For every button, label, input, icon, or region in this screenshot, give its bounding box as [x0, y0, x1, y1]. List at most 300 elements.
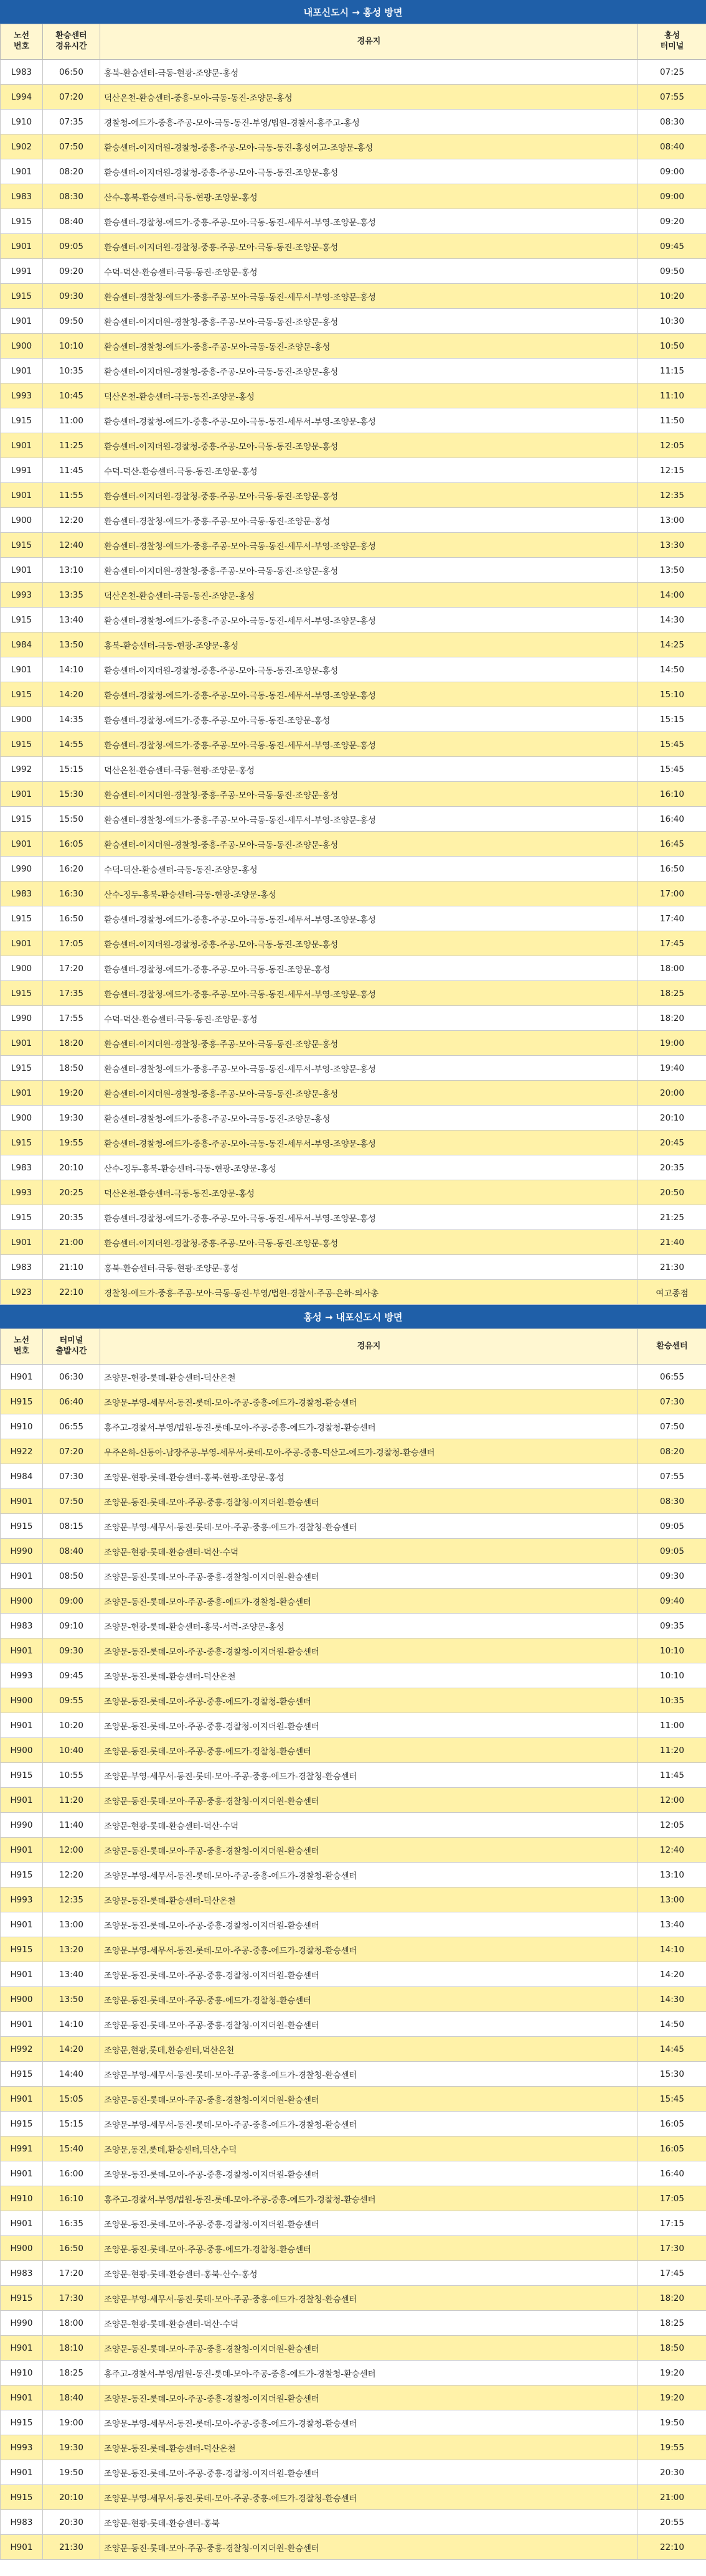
table-row — [1, 2186, 706, 2211]
route-number-cell: L901 — [1, 1081, 43, 1106]
time-cell: 10:40 — [43, 1738, 100, 1763]
arrival-time-cell: 20:00 — [638, 1081, 706, 1106]
table-row — [1, 1614, 706, 1638]
table-row — [1, 1205, 706, 1230]
via-stops-cell: 환승센터-이지더원-경찰청-중흥-주공-모아-극동-동진-조양문-홍성 — [100, 931, 638, 956]
table-row — [1, 1006, 706, 1031]
via-stops-cell: 조양문-동진-롯데-모아-주공-중흥-경찰청-이지더원-환승센터 — [100, 2336, 638, 2361]
route-number-cell: H915 — [1, 2062, 43, 2087]
time-cell: 15:15 — [43, 2112, 100, 2136]
time-cell: 14:10 — [43, 657, 100, 682]
table-row — [1, 1564, 706, 1589]
via-stops-cell: 조양문-부영-세무서-동진-롯데-모아-주공-중흥-에드가-경찰청-환승센터 — [100, 1863, 638, 1887]
via-stops-cell: 조양문-동진-롯데-모아-주공-중흥-에드가-경찰청-환승센터 — [100, 1589, 638, 1614]
time-cell: 20:30 — [43, 2510, 100, 2535]
arrival-time-cell: 21:40 — [638, 1230, 706, 1255]
arrival-time-cell: 11:00 — [638, 1713, 706, 1738]
col-header-route: 노선 번호 — [1, 1329, 43, 1365]
arrival-time-cell: 09:05 — [638, 1539, 706, 1564]
route-number-cell: L984 — [1, 632, 43, 657]
arrival-time-cell: 15:45 — [638, 732, 706, 757]
arrival-time-cell: 07:55 — [638, 85, 706, 110]
arrival-time-cell: 15:10 — [638, 682, 706, 707]
route-number-cell: H901 — [1, 2012, 43, 2037]
table-row — [1, 1539, 706, 1564]
time-cell: 09:55 — [43, 1688, 100, 1713]
arrival-time-cell: 여고종점 — [638, 1280, 706, 1305]
table-row — [1, 508, 706, 533]
route-number-cell: H900 — [1, 1688, 43, 1713]
via-stops-cell: 조양문-부영-세무서-동진-롯데-모아-주공-중흥-에드가-경찰청-환승센터 — [100, 1514, 638, 1539]
route-number-cell: L901 — [1, 159, 43, 184]
table-row — [1, 2336, 706, 2361]
table-row — [1, 1155, 706, 1180]
table-row — [1, 134, 706, 159]
table-row — [1, 209, 706, 234]
arrival-time-cell: 14:10 — [638, 1937, 706, 1962]
table-row — [1, 1738, 706, 1763]
table-row — [1, 2535, 706, 2560]
table-row — [1, 608, 706, 632]
time-cell: 15:40 — [43, 2136, 100, 2161]
arrival-time-cell: 13:50 — [638, 558, 706, 583]
table-row — [1, 2136, 706, 2161]
time-cell: 20:10 — [43, 2485, 100, 2510]
arrival-time-cell: 09:30 — [638, 1564, 706, 1589]
via-stops-cell: 환승센터-이지더원-경찰청-중흥-주공-모아-극동-동진-조양문-홍성 — [100, 1031, 638, 1056]
time-cell: 18:00 — [43, 2311, 100, 2336]
route-number-cell: L983 — [1, 1255, 43, 1280]
via-stops-cell: 환승센터-이지더원-경찰청-중흥-주공-모아-극동-동진-조양문-홍성 — [100, 234, 638, 259]
time-cell: 11:45 — [43, 458, 100, 483]
route-number-cell: L915 — [1, 533, 43, 558]
arrival-time-cell: 10:10 — [638, 1638, 706, 1663]
time-cell: 21:30 — [43, 2535, 100, 2560]
arrival-time-cell: 22:10 — [638, 2535, 706, 2560]
route-number-cell: L901 — [1, 309, 43, 334]
arrival-time-cell: 09:20 — [638, 209, 706, 234]
arrival-time-cell: 18:25 — [638, 981, 706, 1006]
route-number-cell: L900 — [1, 1106, 43, 1131]
arrival-time-cell: 09:40 — [638, 1589, 706, 1614]
route-number-cell: H915 — [1, 2410, 43, 2435]
arrival-time-cell: 11:45 — [638, 1763, 706, 1788]
arrival-time-cell: 09:50 — [638, 259, 706, 284]
table-row — [1, 1838, 706, 1863]
route-number-cell: H900 — [1, 1987, 43, 2012]
table-row — [1, 2211, 706, 2236]
route-number-cell: H990 — [1, 1813, 43, 1838]
route-number-cell: H915 — [1, 1863, 43, 1887]
via-stops-cell: 조양문-동진-롯데-모아-주공-중흥-경찰청-이지더원-환승센터 — [100, 2211, 638, 2236]
time-cell: 14:10 — [43, 2012, 100, 2037]
route-number-cell: L991 — [1, 458, 43, 483]
route-number-cell: H915 — [1, 1514, 43, 1539]
arrival-time-cell: 13:30 — [638, 533, 706, 558]
route-number-cell: H915 — [1, 1389, 43, 1414]
via-stops-cell: 환승센터-이지더원-경찰청-중흥-주공-모아-극동-동진-조양문-홍성 — [100, 832, 638, 857]
arrival-time-cell: 12:35 — [638, 483, 706, 508]
time-cell: 07:20 — [43, 1439, 100, 1464]
time-cell: 11:20 — [43, 1788, 100, 1813]
table-row — [1, 284, 706, 309]
table-row — [1, 931, 706, 956]
via-stops-cell: 환승센터-이지더원-경찰청-중흥-주공-모아-극동-동진-조양문-홍성 — [100, 159, 638, 184]
via-stops-cell: 수덕-덕산-환승센터-극동-동진-조양문-홍성 — [100, 458, 638, 483]
arrival-time-cell: 15:30 — [638, 2062, 706, 2087]
arrival-time-cell: 11:50 — [638, 408, 706, 433]
table-row — [1, 1230, 706, 1255]
via-stops-cell: 조양문-부영-세무서-동진-롯데-모아-주공-중흥-에드가-경찰청-환승센터 — [100, 1763, 638, 1788]
time-cell: 16:20 — [43, 857, 100, 881]
route-number-cell: H915 — [1, 1937, 43, 1962]
time-cell: 06:55 — [43, 1414, 100, 1439]
via-stops-cell: 조양문-동진-롯데-모아-주공-중흥-경찰청-이지더원-환승센터 — [100, 1838, 638, 1863]
time-cell: 11:55 — [43, 483, 100, 508]
time-cell: 13:50 — [43, 632, 100, 657]
arrival-time-cell: 07:55 — [638, 1464, 706, 1489]
via-stops-cell: 경찰청-에드가-중흥-주공-모아-극동-동진-부영/법원-경찰서-홍주고-홍성 — [100, 110, 638, 134]
via-stops-cell: 조양문-동진-롯데-환승센터-덕산온천 — [100, 1887, 638, 1912]
time-cell: 16:05 — [43, 832, 100, 857]
route-number-cell: H901 — [1, 1489, 43, 1514]
time-cell: 18:10 — [43, 2336, 100, 2361]
time-cell: 08:15 — [43, 1514, 100, 1539]
via-stops-cell: 조양문-동진-롯데-환승센터-덕산온천 — [100, 1663, 638, 1688]
via-stops-cell: 조양문-현광-롯데-환승센터-홍북-서력-조양문-홍성 — [100, 1614, 638, 1638]
route-number-cell: H993 — [1, 1663, 43, 1688]
col-header-time: 터미널 출발시간 — [43, 1329, 100, 1365]
via-stops-cell: 홍북-환승센터-극동-현광-조양문-홍성 — [100, 1255, 638, 1280]
arrival-time-cell: 16:40 — [638, 807, 706, 832]
time-cell: 19:20 — [43, 1081, 100, 1106]
route-number-cell: L901 — [1, 1230, 43, 1255]
time-cell: 19:50 — [43, 2460, 100, 2485]
route-number-cell: L901 — [1, 433, 43, 458]
route-number-cell: H901 — [1, 1912, 43, 1937]
time-cell: 16:30 — [43, 881, 100, 906]
time-cell: 12:20 — [43, 1863, 100, 1887]
arrival-time-cell: 07:30 — [638, 1389, 706, 1414]
table-row — [1, 657, 706, 682]
via-stops-cell: 조양문-동진-롯데-모아-주공-중흥-경찰청-이지더원-환승센터 — [100, 1962, 638, 1987]
via-stops-cell: 환승센터-경찰청-에드가-중흥-주공-모아-극동-동진-세무서-부영-조양문-홍성 — [100, 209, 638, 234]
route-number-cell: L915 — [1, 608, 43, 632]
route-number-cell: H990 — [1, 1539, 43, 1564]
time-cell: 11:40 — [43, 1813, 100, 1838]
arrival-time-cell: 12:00 — [638, 1788, 706, 1813]
time-cell: 08:40 — [43, 1539, 100, 1564]
arrival-time-cell: 15:45 — [638, 757, 706, 782]
table-row — [1, 234, 706, 259]
arrival-time-cell: 18:20 — [638, 2286, 706, 2311]
via-stops-cell: 수덕-덕산-환승센터-극동-동진-조양문-홍성 — [100, 1006, 638, 1031]
arrival-time-cell: 17:05 — [638, 2186, 706, 2211]
route-number-cell: L994 — [1, 85, 43, 110]
via-stops-cell: 조양문-부영-세무서-동진-롯데-모아-주공-중흥-에드가-경찰청-환승센터 — [100, 2410, 638, 2435]
arrival-time-cell: 16:10 — [638, 782, 706, 807]
time-cell: 07:50 — [43, 1489, 100, 1514]
arrival-time-cell: 12:05 — [638, 1813, 706, 1838]
time-cell: 19:30 — [43, 1106, 100, 1131]
table-row — [1, 159, 706, 184]
route-number-cell: H915 — [1, 2485, 43, 2510]
arrival-time-cell: 19:20 — [638, 2386, 706, 2410]
via-stops-cell: 조양문-현광-롯데-환승센터-덕산-수덕 — [100, 1813, 638, 1838]
arrival-time-cell: 20:10 — [638, 1106, 706, 1131]
table-row — [1, 832, 706, 857]
time-cell: 14:20 — [43, 2037, 100, 2062]
table-row — [1, 1962, 706, 1987]
via-stops-cell: 환승센터-이지더원-경찰청-중흥-주공-모아-극동-동진-조양문-홍성 — [100, 657, 638, 682]
route-number-cell: L915 — [1, 906, 43, 931]
table-row — [1, 2386, 706, 2410]
col-header-via: 경유지 — [100, 24, 638, 60]
time-cell: 14:55 — [43, 732, 100, 757]
via-stops-cell: 홍북-환승센터-극동-현광-조양문-홍성 — [100, 60, 638, 85]
route-number-cell: L915 — [1, 1056, 43, 1081]
time-cell: 13:20 — [43, 1937, 100, 1962]
route-number-cell: H983 — [1, 2261, 43, 2286]
route-number-cell: H900 — [1, 1589, 43, 1614]
route-number-cell: L900 — [1, 956, 43, 981]
route-number-cell: L901 — [1, 931, 43, 956]
time-cell: 10:45 — [43, 383, 100, 408]
route-number-cell: H901 — [1, 2336, 43, 2361]
table-row — [1, 359, 706, 383]
route-number-cell: L992 — [1, 757, 43, 782]
time-cell: 13:40 — [43, 608, 100, 632]
arrival-time-cell: 10:30 — [638, 309, 706, 334]
route-number-cell: L900 — [1, 334, 43, 359]
route-number-cell: H910 — [1, 2361, 43, 2386]
time-cell: 21:10 — [43, 1255, 100, 1280]
route-number-cell: L902 — [1, 134, 43, 159]
via-stops-cell: 환승센터-경찰청-에드가-중흥-주공-모아-극동-동진-세무서-부영-조양문-홍성 — [100, 981, 638, 1006]
arrival-time-cell: 14:45 — [638, 2037, 706, 2062]
table-row — [1, 1056, 706, 1081]
route-number-cell: H910 — [1, 1414, 43, 1439]
table-row — [1, 2261, 706, 2286]
arrival-time-cell: 13:00 — [638, 1887, 706, 1912]
route-number-cell: L901 — [1, 782, 43, 807]
arrival-time-cell: 20:55 — [638, 2510, 706, 2535]
arrival-time-cell: 14:30 — [638, 1987, 706, 2012]
arrival-time-cell: 13:00 — [638, 508, 706, 533]
time-cell: 16:50 — [43, 906, 100, 931]
arrival-time-cell: 17:40 — [638, 906, 706, 931]
route-number-cell: H900 — [1, 1738, 43, 1763]
arrival-time-cell: 18:25 — [638, 2311, 706, 2336]
table-row — [1, 433, 706, 458]
arrival-time-cell: 16:40 — [638, 2161, 706, 2186]
arrival-time-cell: 12:40 — [638, 1838, 706, 1863]
via-stops-cell: 조양문-부영-세무서-동진-롯데-모아-주공-중흥-에드가-경찰청-환승센터 — [100, 2485, 638, 2510]
arrival-time-cell: 20:50 — [638, 1180, 706, 1205]
table-row — [1, 2510, 706, 2535]
route-number-cell: L993 — [1, 1180, 43, 1205]
route-number-cell: L910 — [1, 110, 43, 134]
via-stops-cell: 환승센터-경찰청-에드가-중흥-주공-모아-극동-동진-세무서-부영-조양문-홍성 — [100, 906, 638, 931]
time-cell: 06:40 — [43, 1389, 100, 1414]
time-cell: 09:10 — [43, 1614, 100, 1638]
table-row — [1, 2236, 706, 2261]
arrival-time-cell: 14:50 — [638, 2012, 706, 2037]
time-cell: 19:55 — [43, 1131, 100, 1155]
outbound-timetable — [0, 24, 706, 1305]
table-row — [1, 1987, 706, 2012]
time-cell: 17:55 — [43, 1006, 100, 1031]
route-number-cell: L915 — [1, 284, 43, 309]
arrival-time-cell: 09:45 — [638, 234, 706, 259]
arrival-time-cell: 07:50 — [638, 1414, 706, 1439]
time-cell: 09:05 — [43, 234, 100, 259]
time-cell: 06:50 — [43, 60, 100, 85]
arrival-time-cell: 19:00 — [638, 1031, 706, 1056]
route-number-cell: H901 — [1, 2535, 43, 2560]
time-cell: 18:40 — [43, 2386, 100, 2410]
via-stops-cell: 조양문-현광-롯데-환승센터-홍북-현광-조양문-홍성 — [100, 1464, 638, 1489]
arrival-time-cell: 16:50 — [638, 857, 706, 881]
time-cell: 08:40 — [43, 209, 100, 234]
via-stops-cell: 조양문-현광-롯데-환승센터-홍북-산수-홍성 — [100, 2261, 638, 2286]
time-cell: 10:35 — [43, 359, 100, 383]
via-stops-cell: 조양문-현광-롯데-환승센터-홍북 — [100, 2510, 638, 2535]
time-cell: 17:30 — [43, 2286, 100, 2311]
arrival-time-cell: 08:30 — [638, 1489, 706, 1514]
table-row — [1, 1887, 706, 1912]
route-number-cell: H993 — [1, 1887, 43, 1912]
table-row — [1, 583, 706, 608]
table-row — [1, 2410, 706, 2435]
arrival-time-cell: 10:10 — [638, 1663, 706, 1688]
table-row — [1, 2037, 706, 2062]
arrival-time-cell: 14:50 — [638, 657, 706, 682]
via-stops-cell: 환승센터-이지더원-경찰청-중흥-주공-모아-극동-동진-홍성여고-조양문-홍성 — [100, 134, 638, 159]
time-cell: 16:50 — [43, 2236, 100, 2261]
arrival-time-cell: 08:40 — [638, 134, 706, 159]
arrival-time-cell: 15:15 — [638, 707, 706, 732]
via-stops-cell: 조양문,현광,롯데,환승센터,덕산온천 — [100, 2037, 638, 2062]
via-stops-cell: 조양문-부영-세무서-동진-롯데-모아-주공-중흥-에드가-경찰청-환승센터 — [100, 2112, 638, 2136]
route-number-cell: H910 — [1, 2186, 43, 2211]
via-stops-cell: 조양문-동진-롯데-모아-주공-중흥-경찰청-이지더원-환승센터 — [100, 1713, 638, 1738]
table-row — [1, 1081, 706, 1106]
header-row — [1, 24, 706, 60]
via-stops-cell: 경찰청-에드가-중흥-주공-모아-극동-동진-부영/법원-경찰서-주공-은하-의사총 — [100, 1280, 638, 1305]
time-cell: 21:00 — [43, 1230, 100, 1255]
arrival-time-cell: 16:05 — [638, 2136, 706, 2161]
col-header-via: 경유지 — [100, 1329, 638, 1365]
table-row — [1, 1763, 706, 1788]
via-stops-cell: 덕산온천-환승센터-극동-현광-조양문-홍성 — [100, 757, 638, 782]
time-cell: 16:35 — [43, 2211, 100, 2236]
table-row — [1, 2435, 706, 2460]
table-row — [1, 1863, 706, 1887]
table-row — [1, 2161, 706, 2186]
time-cell: 07:30 — [43, 1464, 100, 1489]
table-row — [1, 956, 706, 981]
arrival-time-cell: 17:45 — [638, 931, 706, 956]
time-cell: 09:30 — [43, 284, 100, 309]
route-number-cell: H993 — [1, 2435, 43, 2460]
via-stops-cell: 조양문-동진-롯데-모아-주공-중흥-경찰청-이지더원-환승센터 — [100, 1638, 638, 1663]
via-stops-cell: 산수-정두-홍북-환승센터-극동-현광-조양문-홍성 — [100, 1155, 638, 1180]
route-number-cell: H901 — [1, 1713, 43, 1738]
time-cell: 15:05 — [43, 2087, 100, 2112]
via-stops-cell: 조양문-현광-롯데-환승센터-덕산온천 — [100, 1365, 638, 1389]
via-stops-cell: 환승센터-이지더원-경찰청-중흥-주공-모아-극동-동진-조양문-홍성 — [100, 483, 638, 508]
table-row — [1, 309, 706, 334]
via-stops-cell: 조양문-동진-롯데-모아-주공-중흥-경찰청-이지더원-환승센터 — [100, 2161, 638, 2186]
arrival-time-cell: 06:55 — [638, 1365, 706, 1389]
via-stops-cell: 환승센터-경찰청-에드가-중흥-주공-모아-극동-동진-세무서-부영-조양문-홍성 — [100, 408, 638, 433]
route-number-cell: L901 — [1, 832, 43, 857]
time-cell: 18:25 — [43, 2361, 100, 2386]
via-stops-cell: 환승센터-이지더원-경찰청-중흥-주공-모아-극동-동진-조양문-홍성 — [100, 558, 638, 583]
table-row — [1, 110, 706, 134]
table-row — [1, 408, 706, 433]
via-stops-cell: 수덕-덕산-환승센터-극동-동진-조양문-홍성 — [100, 857, 638, 881]
arrival-time-cell: 19:40 — [638, 1056, 706, 1081]
via-stops-cell: 산수-홍북-환승센터-극동-현광-조양문-홍성 — [100, 184, 638, 209]
route-number-cell: H901 — [1, 2460, 43, 2485]
table-row — [1, 1031, 706, 1056]
time-cell: 19:30 — [43, 2435, 100, 2460]
via-stops-cell: 조양문-동진-롯데-모아-주공-중흥-경찰청-이지더원-환승센터 — [100, 2535, 638, 2560]
via-stops-cell: 수덕-덕산-환승센터-극동-동진-조양문-홍성 — [100, 259, 638, 284]
arrival-time-cell: 15:45 — [638, 2087, 706, 2112]
via-stops-cell: 조양문-동진-롯데-모아-주공-중흥-경찰청-이지더원-환승센터 — [100, 1564, 638, 1589]
via-stops-cell: 조양문-동진-롯데-환승센터-덕산온천 — [100, 2435, 638, 2460]
via-stops-cell: 조양문-동진-롯데-모아-주공-중흥-경찰청-이지더원-환승센터 — [100, 2012, 638, 2037]
arrival-time-cell: 17:30 — [638, 2236, 706, 2261]
time-cell: 06:30 — [43, 1365, 100, 1389]
table-row — [1, 2087, 706, 2112]
route-number-cell: L900 — [1, 707, 43, 732]
table-row — [1, 757, 706, 782]
table-row — [1, 1688, 706, 1713]
route-number-cell: L983 — [1, 60, 43, 85]
route-number-cell: L915 — [1, 408, 43, 433]
route-number-cell: H901 — [1, 2386, 43, 2410]
via-stops-cell: 환승센터-경찰청-에드가-중흥-주공-모아-극동-동진-조양문-홍성 — [100, 707, 638, 732]
route-number-cell: H901 — [1, 1564, 43, 1589]
route-number-cell: H991 — [1, 2136, 43, 2161]
time-cell: 13:50 — [43, 1987, 100, 2012]
route-number-cell: H901 — [1, 1365, 43, 1389]
via-stops-cell: 덕산온천-환승센터-극동-동진-조양문-홍성 — [100, 383, 638, 408]
table-row — [1, 1131, 706, 1155]
time-cell: 07:20 — [43, 85, 100, 110]
time-cell: 13:00 — [43, 1912, 100, 1937]
via-stops-cell: 조양문,동진,롯데,환승센터,덕산,수덕 — [100, 2136, 638, 2161]
via-stops-cell: 환승센터-경찰청-에드가-중흥-주공-모아-극동-동진-세무서-부영-조양문-홍성 — [100, 732, 638, 757]
arrival-time-cell: 21:00 — [638, 2485, 706, 2510]
via-stops-cell: 조양문-부영-세무서-동진-롯데-모아-주공-중흥-에드가-경찰청-환승센터 — [100, 1937, 638, 1962]
time-cell: 22:10 — [43, 1280, 100, 1305]
time-cell: 16:00 — [43, 2161, 100, 2186]
time-cell: 15:30 — [43, 782, 100, 807]
route-number-cell: L993 — [1, 583, 43, 608]
time-cell: 10:10 — [43, 334, 100, 359]
via-stops-cell: 조양문-동진-롯데-모아-주공-중흥-경찰청-이지더원-환승센터 — [100, 2460, 638, 2485]
table-row — [1, 682, 706, 707]
time-cell: 15:50 — [43, 807, 100, 832]
route-number-cell: L915 — [1, 981, 43, 1006]
table-row — [1, 2062, 706, 2087]
route-number-cell: L991 — [1, 259, 43, 284]
